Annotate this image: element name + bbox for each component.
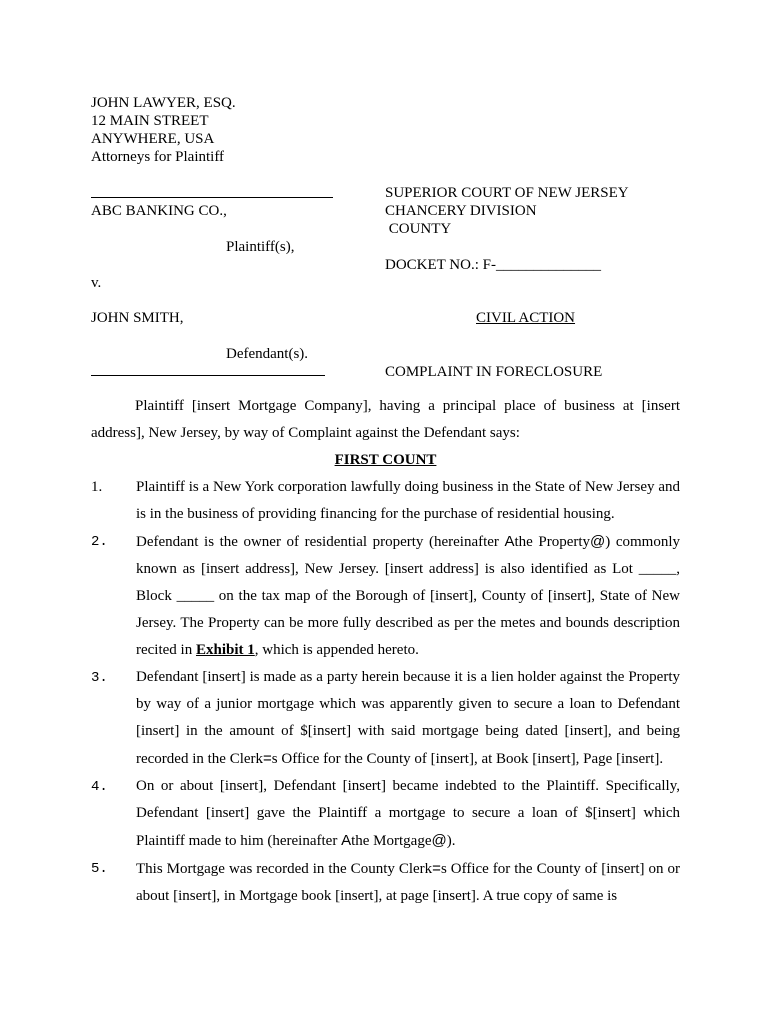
apostrophe-glyph: = bbox=[432, 860, 441, 877]
attorney-name: JOHN LAWYER, ESQ. bbox=[91, 95, 236, 111]
allegation-number: 2. bbox=[91, 534, 108, 550]
allegation-text: Plaintiff is a New York corporation lawfully doing business in the State of New Jersey and is in the business of providing financing for the purchase of residential housing. bbox=[136, 479, 680, 522]
defendant-name: JOHN SMITH, bbox=[91, 310, 184, 326]
allegation-number: 5. bbox=[91, 861, 108, 877]
attorney-role: Attorneys for Plaintiff bbox=[91, 149, 225, 165]
allegation-number: 3. bbox=[91, 670, 108, 686]
allegation-text: This Mortgage was recorded in the County Clerk=s Office for the County of [insert] on or about [insert], in Mortgage book [insert], at page [insert]. A true copy of same is bbox=[136, 860, 680, 904]
allegation-4 bbox=[91, 773, 680, 855]
allegation-number: 1. bbox=[91, 479, 103, 495]
allegation-number: 4. bbox=[91, 779, 108, 795]
apostrophe-glyph: = bbox=[263, 750, 272, 767]
plaintiff-label: Plaintiff(s), bbox=[226, 239, 295, 255]
quote-glyph-open: A bbox=[504, 533, 515, 550]
attorney-city: ANYWHERE, USA bbox=[91, 131, 215, 147]
civil-action-label: CIVIL ACTION bbox=[476, 310, 576, 326]
allegation-2 bbox=[91, 528, 680, 664]
document-title: COMPLAINT IN FORECLOSURE bbox=[385, 364, 603, 380]
count-heading bbox=[91, 447, 680, 474]
allegation-5 bbox=[91, 855, 680, 910]
caption-bottom-rule bbox=[91, 375, 325, 376]
allegation-text: Defendant is the owner of residential property (hereinafter Athe Property@) commonly known as [insert address], New Jersey. [insert address] is also identified as Lot _____, Block _____ on the tax map of the Borough of [insert], County of [insert], State of New Jersey. The Property can be more fully described as per the metes and bounds description recited in Exhibit 1, which is appended hereto. bbox=[136, 533, 680, 658]
allegation-text: On or about [insert], Defendant [insert] became indebted to the Plaintiff. Specifically, Defendant [insert] gave the Plaintiff a mortgage to secure a loan of $[insert] which Plaintiff made to him (hereinafter Athe Mortgage@). bbox=[136, 778, 680, 849]
court-county: COUNTY bbox=[385, 221, 452, 237]
allegation-3 bbox=[91, 664, 680, 773]
allegation-1 bbox=[91, 474, 680, 528]
defendant-label: Defendant(s). bbox=[226, 346, 309, 362]
versus: v. bbox=[91, 275, 102, 291]
caption-top-rule bbox=[91, 197, 333, 198]
docket-number: DOCKET NO.: F-______________ bbox=[385, 257, 601, 273]
quote-glyph-close: @ bbox=[431, 832, 447, 849]
quote-glyph-close: @ bbox=[590, 533, 606, 550]
allegation-text: Defendant [insert] is made as a party herein because it is a lien holder against the Property by way of a junior mortgage which was apparently given to secure a loan to Defendant [insert] in the amount of $[insert] with said mortgage being dated [insert], and being recorded in the Clerk=s Office for the County of [insert], at Book [insert], Page [insert]. bbox=[136, 669, 680, 767]
count-heading-text: FIRST COUNT bbox=[334, 452, 437, 468]
quote-glyph-open: A bbox=[341, 832, 352, 849]
plaintiff-name: ABC BANKING CO., bbox=[91, 203, 227, 219]
court-division: CHANCERY DIVISION bbox=[385, 203, 537, 219]
court-name: SUPERIOR COURT OF NEW JERSEY bbox=[385, 185, 629, 201]
exhibit-reference: Exhibit 1 bbox=[195, 642, 255, 658]
intro-paragraph: Plaintiff [insert Mortgage Company], having a principal place of business at [insert address], New Jersey, by way of Complaint against the Defendant says: bbox=[91, 398, 680, 441]
attorney-street: 12 MAIN STREET bbox=[91, 113, 209, 129]
complaint-body bbox=[91, 393, 680, 910]
